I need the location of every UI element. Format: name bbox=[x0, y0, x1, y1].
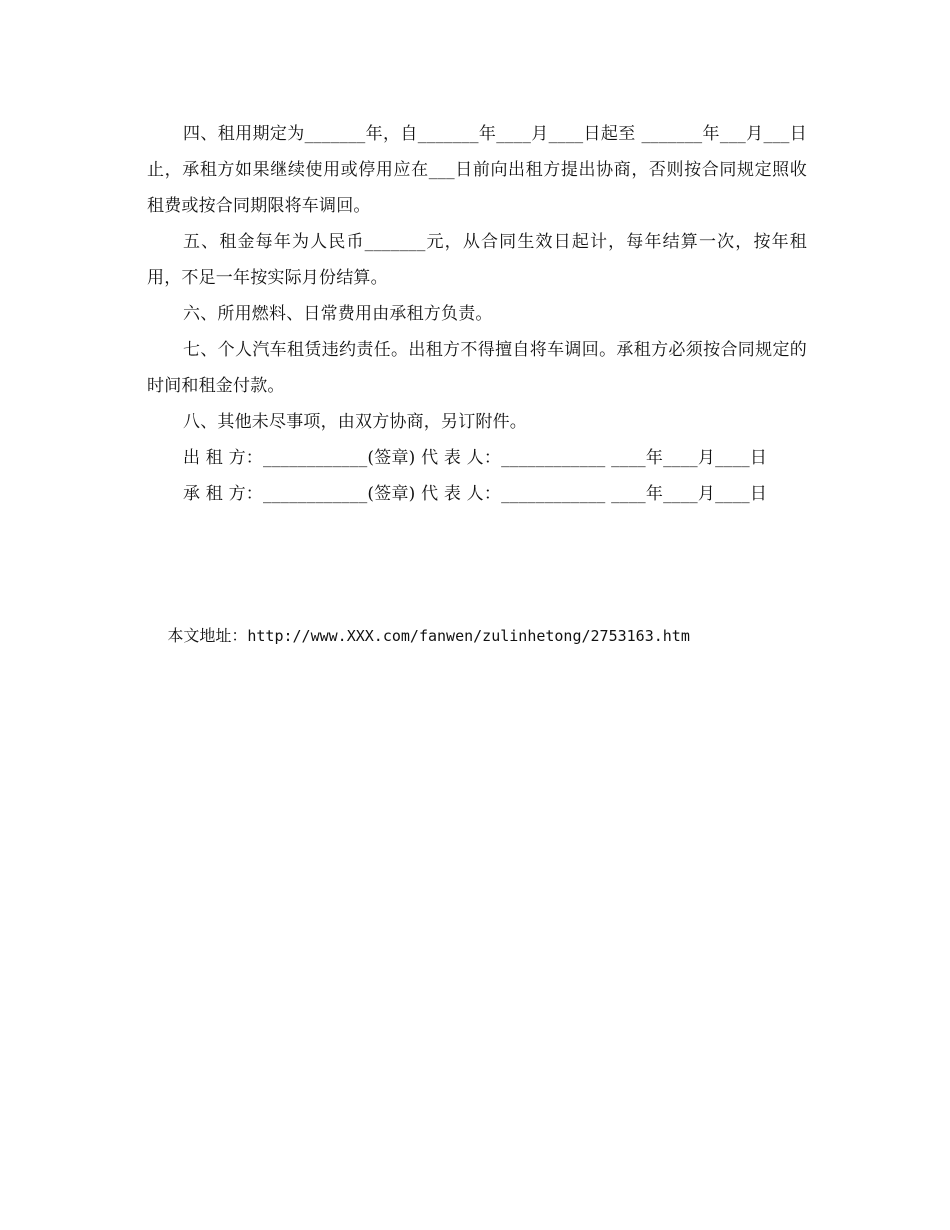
lessee-signature-line: 承 租 方：____________(签章) 代 表 人：____________ ____年____月____日 bbox=[183, 484, 768, 504]
clause-8-paragraph: 八、其他未尽事项，由双方协商，另订附件。 bbox=[183, 412, 527, 432]
lessor-signature-line: 出 租 方：____________(签章) 代 表 人：____________ ____年____月____日 bbox=[183, 448, 768, 468]
clause-6-paragraph: 六、所用燃料、日常费用由承租方负责。 bbox=[183, 304, 493, 324]
source-address-label: 本文地址： bbox=[167, 626, 248, 645]
clause-4-paragraph: 四、租用期定为_______年，自_______年____月____日起至 _______年___月___日止，承租方如果继续使用或停用应在___日前向出租方提出协商，否则按合同规定照收租费或按合同期限将车调回。 bbox=[147, 124, 807, 216]
clause-7-paragraph: 七、个人汽车租赁违约责任。出租方不得擅自将车调回。承租方必须按合同规定的时间和租金付款。 bbox=[147, 340, 807, 396]
clause-5-paragraph: 五、租金每年为人民币_______元，从合同生效日起计，每年结算一次，按年租用，不足一年按实际月份结算。 bbox=[147, 232, 807, 288]
source-address-url: http://www.XXX.com/fanwen/zulinhetong/2753163.htm bbox=[247, 627, 690, 645]
source-address-line bbox=[147, 588, 690, 684]
contract-body bbox=[147, 116, 807, 512]
